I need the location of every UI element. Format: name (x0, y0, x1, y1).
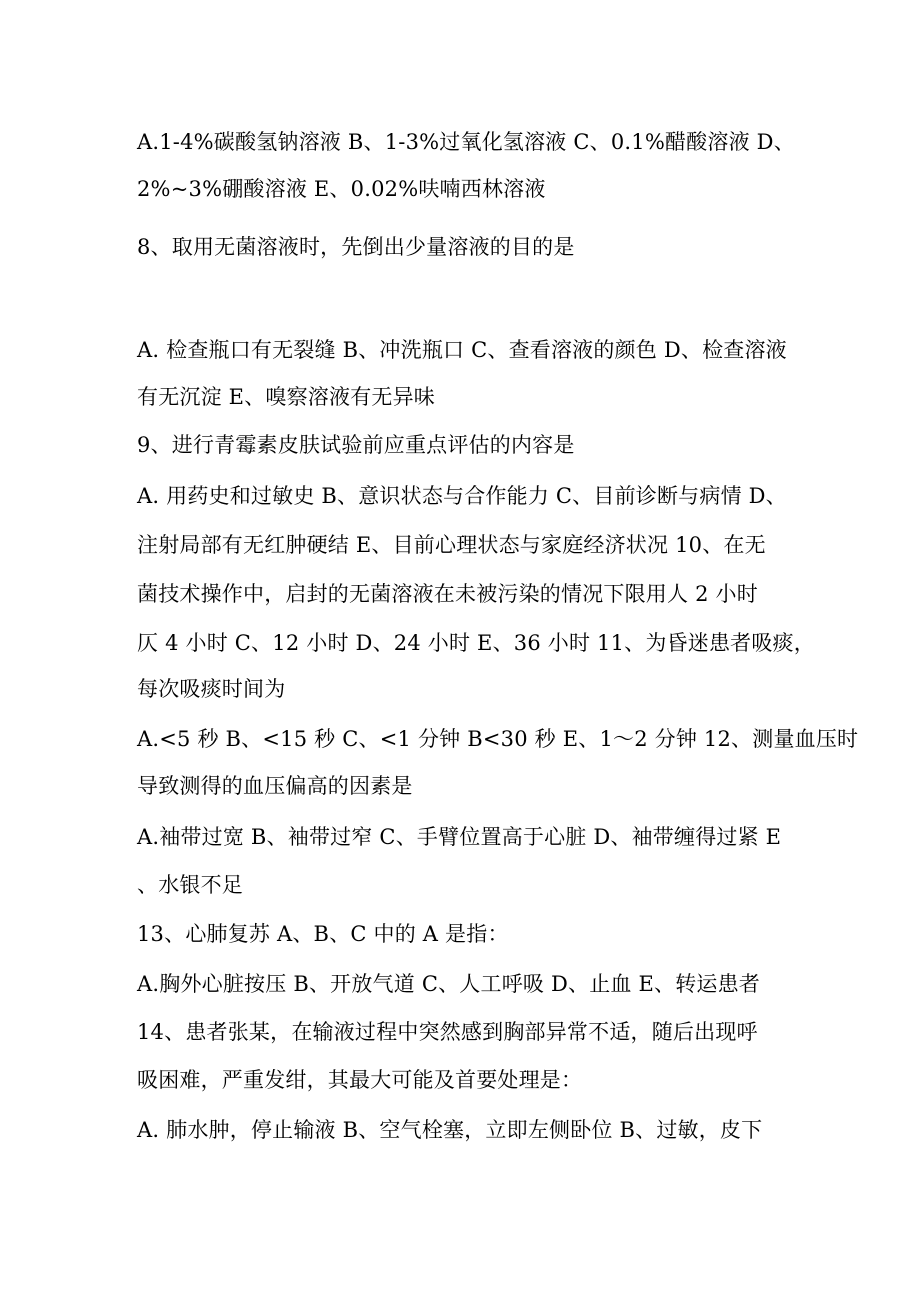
text-line-11: 每次吸痰时间为 (137, 677, 286, 701)
question-14: 14、患者张某，在输液过程中突然感到胸部异常不适，随后出现呼 (137, 1020, 758, 1044)
question-8: 8、取用无菌溶液时，先倒出少量溶液的目的是 (137, 235, 575, 259)
text-line-1: A.1-4%碳酸氢钠溶液 B、1-3%过氧化氢溶液 C、0.1%醋酸溶液 D、 (137, 130, 795, 154)
text-line-17: A.胸外心脏按压 B、开放气道 C、人工呼吸 D、止血 E、转运患者 (137, 972, 761, 996)
text-line-9: 菌技术操作中，启封的无菌溶液在未被污染的情况下限用人 2 小时 (137, 582, 758, 606)
text-line-19: 吸困难，严重发绀，其最大可能及首要处理是： (137, 1068, 583, 1092)
text-line-10: 仄 4 小时 C、12 小时 D、24 小时 E、36 小时 11、为昏迷患者吸痰， (137, 631, 815, 655)
question-9: 9、进行青霉素皮肤试验前应重点评估的内容是 (137, 433, 575, 457)
text-line-14: A.袖带过宽 B、袖带过窄 C、手臂位置高于心脏 D、袖带缠得过紧 E (137, 825, 782, 849)
text-line-2: 2%~3%硼酸溶液 E、0.02%呋喃西林溶液 (137, 177, 546, 201)
text-line-5: 有无沉淀 E、嗅察溶液有无异味 (137, 385, 436, 409)
text-line-12: A.<5 秒 B、<15 秒 C、<1 分钟 B<30 秒 E、1～2 分钟 12、测量血压时 (137, 727, 859, 751)
text-line-13: 导致测得的血压偏高的因素是 (137, 774, 413, 798)
text-line-8: 注射局部有无红肿硬结 E、目前心理状态与家庭经济状况 10、在无 (137, 533, 766, 557)
text-line-15: 、水银不足 (137, 873, 243, 897)
text-line-20: A. 肺水肿，停止输液 B、空气栓塞，立即左侧卧位 B、过敏，皮下 (137, 1118, 763, 1142)
question-13: 13、心肺复苏 A、B、C 中的 A 是指： (137, 922, 509, 946)
text-line-4: A. 检查瓶口有无裂缝 B、冲洗瓶口 C、查看溶液的颜色 D、检查溶液 (137, 338, 787, 362)
text-line-7: A. 用药史和过敏史 B、意识状态与合作能力 C、目前诊断与病情 D、 (137, 484, 787, 508)
